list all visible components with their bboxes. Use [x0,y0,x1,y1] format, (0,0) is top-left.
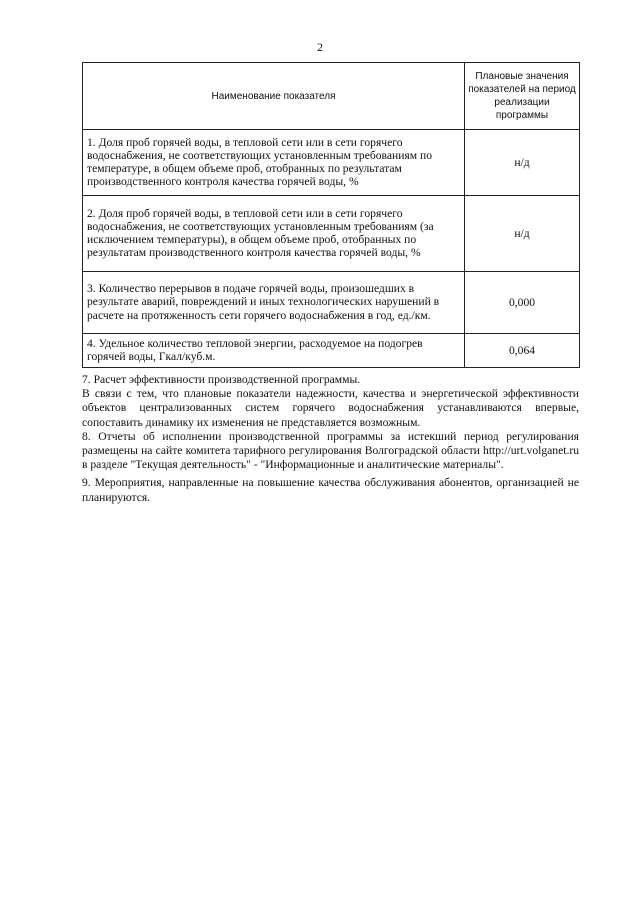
table-row [83,130,580,196]
indicator-name-2: 2. Доля проб горячей воды, в тепловой сети или в сети горячего водоснабжения, не соответствующих установленным требованиям (за исключением температуры), в общем объеме проб, отобранных по результатам производственного контроля качества горячей воды, % [83,196,465,272]
header-indicator-name: Наименование показателя [83,63,465,130]
table-row [83,272,580,334]
section-7-body: В связи с тем, что плановые показатели надежности, качества и энергетической эффективности объектов централизованных систем горячего водоснабжения устанавливаются впервые, сопоставить динамику их изменения не представляется возможным. [82,387,579,429]
indicator-name-1: 1. Доля проб горячей воды, в тепловой сети или в сети горячего водоснабжения, не соответствующих установленным требованиям по температуре, в общем объеме проб, отобранных по результатам производственного контроля качества горячей воды, % [83,130,465,196]
table-row [83,196,580,272]
table-row [83,334,580,368]
indicator-value-3: 0,000 [465,272,580,334]
indicator-value-1: н/д [465,130,580,196]
indicator-name-4: 4. Удельное количество тепловой энергии, расходуемое на подогрев горячей воды, Гкал/куб.м. [83,334,465,368]
section-7-title: 7. Расчет эффективности производственной программы. [82,373,361,386]
indicator-name-3: 3. Количество перерывов в подаче горячей воды, произошедших в результате аварий, повреждений и иных технологических нарушений в расчете на протяженность сети горячего водоснабжения в год, ед./км. [83,272,465,334]
indicator-value-4: 0,064 [465,334,580,368]
table-header-row [83,63,580,130]
indicator-value-2: н/д [465,196,580,272]
page-number: 2 [317,40,323,54]
section-8: 8. Отчеты об исполнении производственной программы за истекший период регулирования размещены на сайте комитета тарифного регулирования Волгоградской области http://urt.volganet.ru в разделе "Текущая деятельность" - "Информационные и аналитические материалы". [82,429,579,472]
section-9: 9. Мероприятия, направленные на повышение качества обслуживания абонентов, организацией не планируются. [82,476,579,504]
indicators-table [82,62,580,368]
body-text [82,373,579,505]
header-planned-values: Плановые значения показателей на период реализации программы [465,63,580,130]
